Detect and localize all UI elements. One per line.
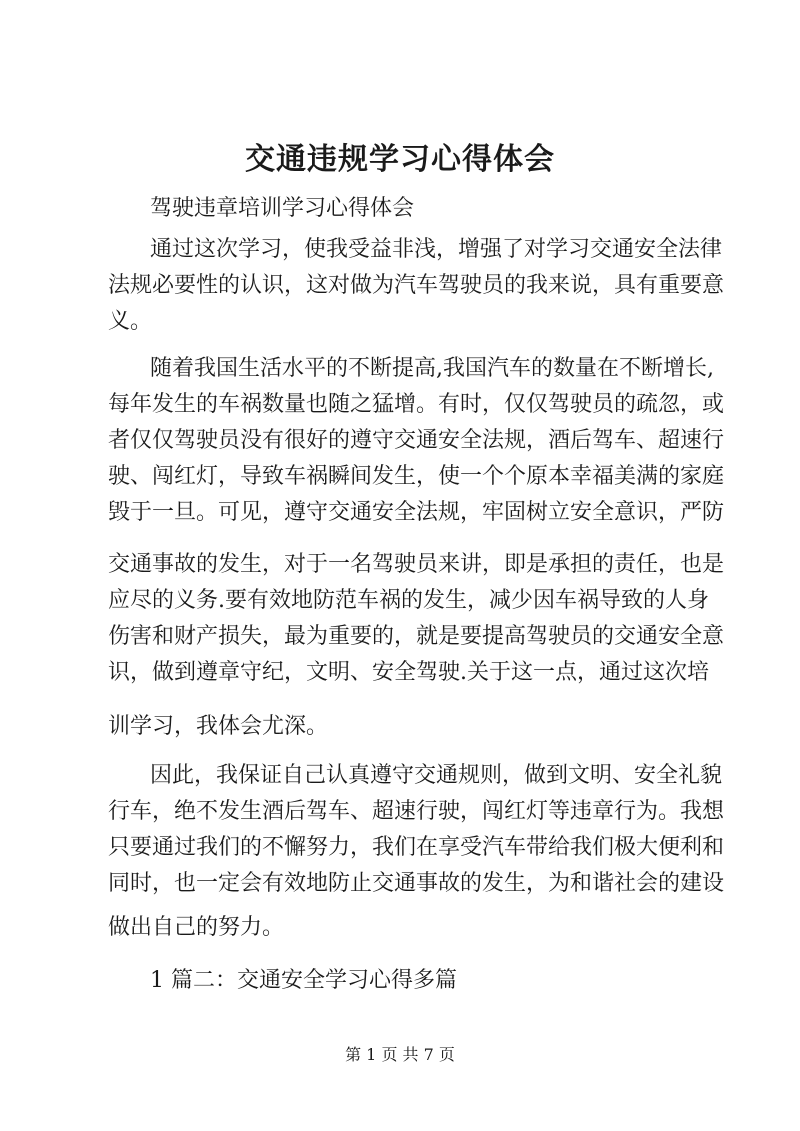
paragraph-line: 每年发生的车祸数量也随之猛增。有时，仅仅驾驶员的疏忽，或 — [108, 392, 725, 417]
paragraph-line: 行车，绝不发生酒后驾车、超速行驶，闯红灯等违章行为。我想 — [108, 799, 725, 824]
paragraph-line: 伤害和财产损失，最为重要的，就是要提高驾驶员的交通安全意 — [108, 624, 725, 649]
paragraph-line: 识，做到遵章守纪，文明、安全驾驶.关于这一点，通过这次培 — [108, 660, 709, 685]
subtitle-line: 驾驶违章培训学习心得体会 — [150, 196, 415, 221]
paragraph-line: 者仅仅驾驶员没有很好的遵守交通安全法规，酒后驾车、超速行 — [108, 428, 725, 453]
paragraph-line: 毁于一旦。可见，遵守交通安全法规，牢固树立安全意识，严防 — [108, 500, 725, 525]
paragraph-line: 训学习，我体会尤深。 — [108, 714, 329, 739]
paragraph-line: 应尽的义务.要有效地防范车祸的发生，减少因车祸导致的人身 — [108, 588, 709, 613]
section-heading-line: 1 篇二：交通安全学习心得多篇 — [150, 968, 457, 993]
paragraph-line: 随着我国生活水平的不断提高,我国汽车的数量在不断增长, — [150, 356, 714, 381]
paragraph-line: 交通事故的发生，对于一名驾驶员来讲，即是承担的责任，也是 — [108, 552, 725, 577]
paragraph-line: 通过这次学习，使我受益非浅，增强了对学习交通安全法律 — [150, 237, 723, 262]
paragraph-line: 只要通过我们的不懈努力，我们在享受汽车带给我们极大便利和 — [108, 835, 725, 860]
paragraph-line: 义。 — [108, 309, 153, 334]
paragraph-line: 做出自己的努力。 — [108, 915, 285, 940]
paragraph-line: 同时，也一定会有效地防止交通事故的发生，为和谐社会的建设 — [108, 871, 725, 896]
paragraph-line: 因此，我保证自己认真遵守交通规则，做到文明、安全礼貌 — [150, 763, 723, 788]
paragraph-line: 驶、闯红灯，导致车祸瞬间发生，使一个个原本幸福美满的家庭 — [108, 464, 725, 489]
paragraph-line: 法规必要性的认识，这对做为汽车驾驶员的我来说，具有重要意 — [108, 273, 725, 298]
document-title: 交通违规学习心得体会 — [245, 142, 555, 177]
page-footer: 第 1 页 共 7 页 — [345, 1045, 455, 1064]
